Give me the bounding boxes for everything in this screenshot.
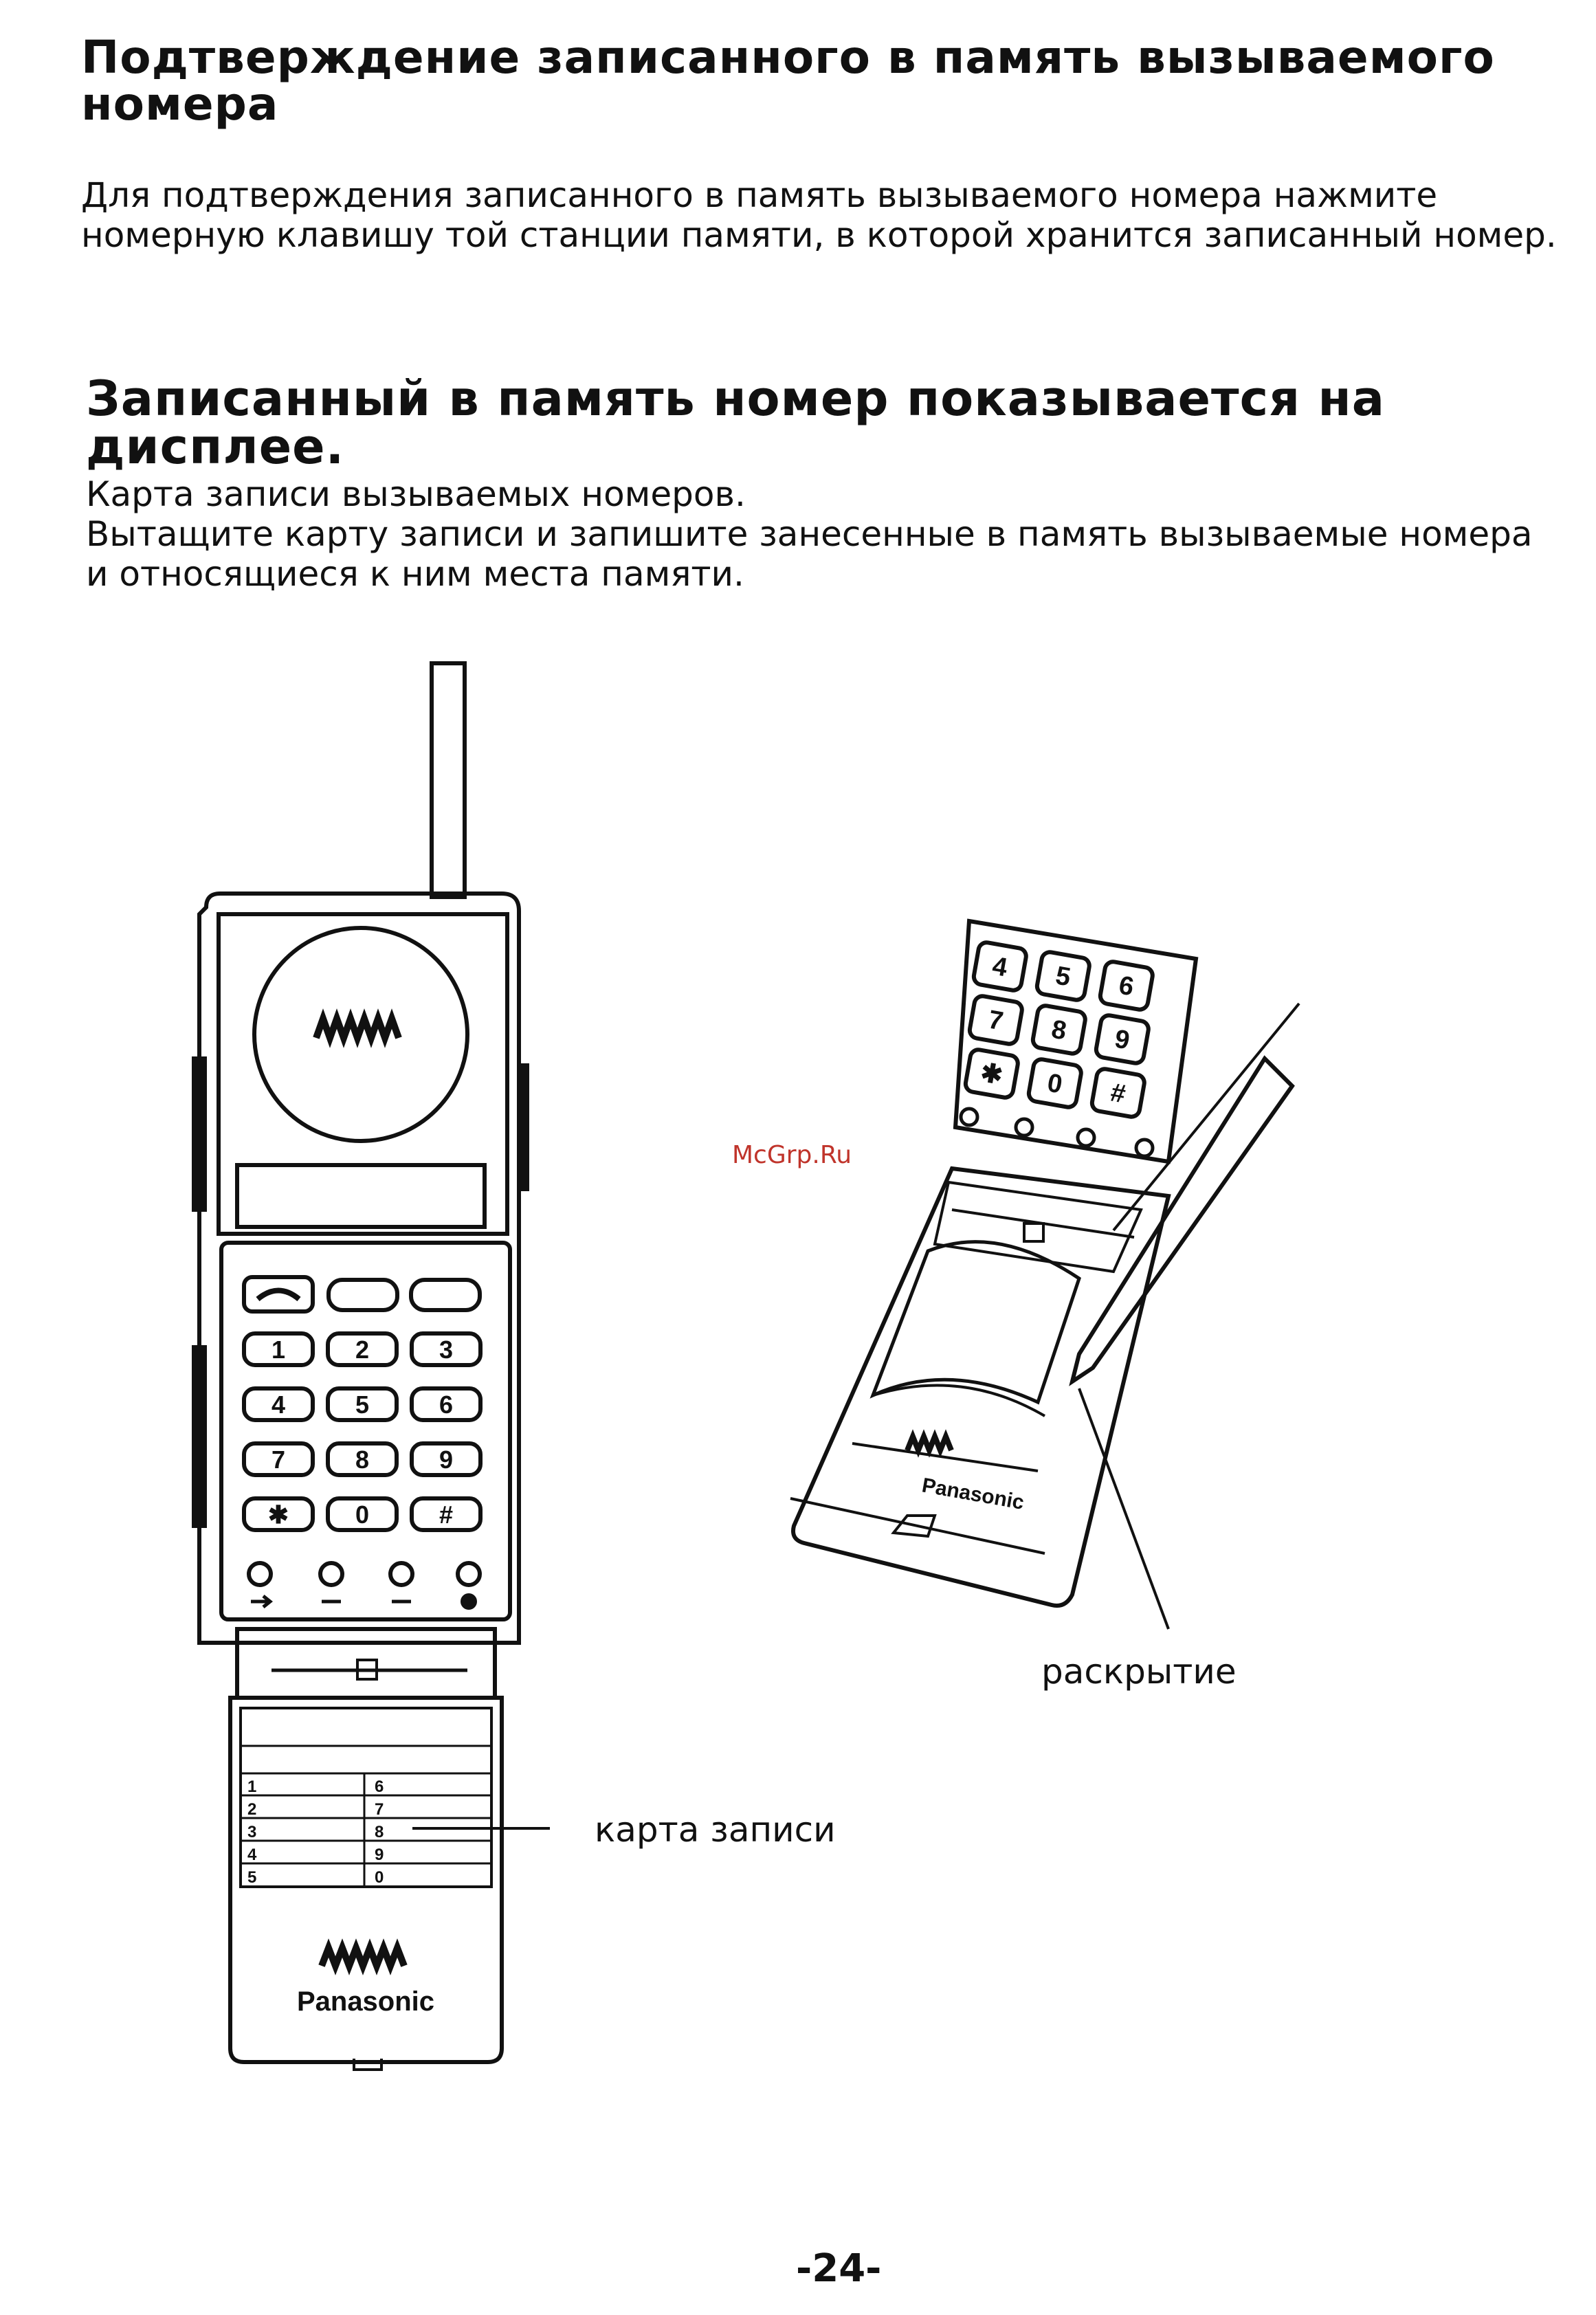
svg-text:4: 4 bbox=[990, 951, 1010, 983]
svg-text:1: 1 bbox=[271, 1336, 286, 1364]
svg-text:0: 0 bbox=[1045, 1068, 1065, 1100]
card-slot-number: 6 bbox=[375, 1777, 384, 1796]
svg-text:#: # bbox=[439, 1500, 454, 1529]
page-number: -24- bbox=[796, 2246, 882, 2291]
keypad-key-9 bbox=[412, 1443, 480, 1475]
svg-text:5: 5 bbox=[1053, 961, 1073, 993]
keypad-left bbox=[244, 1333, 480, 1530]
card-slot-number: 9 bbox=[375, 1846, 384, 1864]
flip-key-7 bbox=[968, 995, 1023, 1045]
logo-mark bbox=[316, 1019, 399, 1038]
flip-key-0 bbox=[1028, 1058, 1083, 1108]
keypad-key-5 bbox=[328, 1388, 397, 1420]
keypad-key-2 bbox=[328, 1333, 397, 1365]
card-slot-number: 7 bbox=[375, 1800, 384, 1819]
card-caption: Карта записи вызываемых номеров. bbox=[86, 474, 746, 514]
stylus bbox=[1072, 1059, 1292, 1382]
keypad-key-# bbox=[412, 1498, 480, 1530]
card-slot-number: 4 bbox=[247, 1846, 257, 1864]
svg-text:4: 4 bbox=[271, 1391, 286, 1419]
brand-logo-right: Panasonic bbox=[920, 1474, 1026, 1514]
record-card bbox=[241, 1708, 491, 1887]
function-key-2 bbox=[329, 1280, 397, 1310]
svg-text:✱: ✱ bbox=[267, 1500, 289, 1529]
function-key-3 bbox=[411, 1280, 480, 1310]
card-slot-number: 3 bbox=[247, 1823, 257, 1841]
card-slot-number: 8 bbox=[375, 1823, 384, 1841]
keypad-key-0 bbox=[328, 1498, 397, 1530]
svg-text:8: 8 bbox=[1049, 1015, 1069, 1046]
svg-text:7: 7 bbox=[986, 1005, 1006, 1037]
svg-text:0: 0 bbox=[355, 1500, 370, 1529]
record-card-label: карта записи bbox=[595, 1810, 836, 1850]
display-window bbox=[237, 1165, 485, 1227]
card-instruction: Вытащите карту записи и запишите занесенные в память вызываемые номера и относящиеся к ним места памяти. bbox=[86, 514, 1533, 594]
svg-text:8: 8 bbox=[355, 1446, 370, 1474]
flip-key-9 bbox=[1095, 1014, 1150, 1064]
section-title-confirm: Подтверждение записанного в память вызываемого номера bbox=[81, 31, 1495, 131]
card-slot-number: 5 bbox=[247, 1868, 257, 1887]
svg-text:✱: ✱ bbox=[978, 1058, 1005, 1091]
card-slot-number: 2 bbox=[247, 1800, 257, 1819]
svg-text:#: # bbox=[1108, 1078, 1128, 1109]
flip-key-# bbox=[1091, 1067, 1146, 1118]
keypad-key-7 bbox=[244, 1443, 313, 1475]
svg-text:5: 5 bbox=[355, 1391, 370, 1419]
svg-text:7: 7 bbox=[271, 1446, 286, 1474]
card-slot-number: 0 bbox=[375, 1868, 384, 1887]
flip-key-8 bbox=[1032, 1004, 1087, 1054]
watermark: McGrp.Ru bbox=[732, 1141, 852, 1169]
flip-key-4 bbox=[973, 941, 1028, 991]
keypad-right bbox=[964, 941, 1154, 1118]
brand-logo-left: Panasonic bbox=[296, 1986, 435, 2017]
svg-text:9: 9 bbox=[1112, 1024, 1132, 1056]
svg-text:9: 9 bbox=[439, 1446, 454, 1474]
flip-key-5 bbox=[1036, 951, 1091, 1001]
svg-text:2: 2 bbox=[355, 1336, 370, 1364]
keypad-key-8 bbox=[328, 1443, 397, 1475]
svg-text:6: 6 bbox=[1116, 971, 1136, 1002]
svg-text:3: 3 bbox=[439, 1336, 454, 1364]
keypad-key-1 bbox=[244, 1333, 313, 1365]
keypad-key-4 bbox=[244, 1388, 313, 1420]
talk-key bbox=[244, 1277, 313, 1311]
keypad-key-3 bbox=[412, 1333, 480, 1365]
svg-text:6: 6 bbox=[439, 1391, 454, 1419]
flip-key-6 bbox=[1099, 960, 1154, 1010]
opening-label: раскрытие bbox=[1041, 1652, 1237, 1692]
section-title-display: Записанный в память номер показывается на дисплее. bbox=[86, 370, 1385, 475]
flip-key-✱ bbox=[964, 1048, 1019, 1098]
keypad-key-6 bbox=[412, 1388, 480, 1420]
card-slot-number: 1 bbox=[247, 1777, 257, 1796]
keypad-key-✱ bbox=[244, 1498, 313, 1530]
section-body-confirm: Для подтверждения записанного в память вызываемого номера нажмите номерную клавишу той станции памяти, в которой хранится записанный номер. bbox=[81, 175, 1557, 255]
antenna bbox=[432, 663, 465, 897]
card-slot bbox=[237, 1629, 495, 1698]
